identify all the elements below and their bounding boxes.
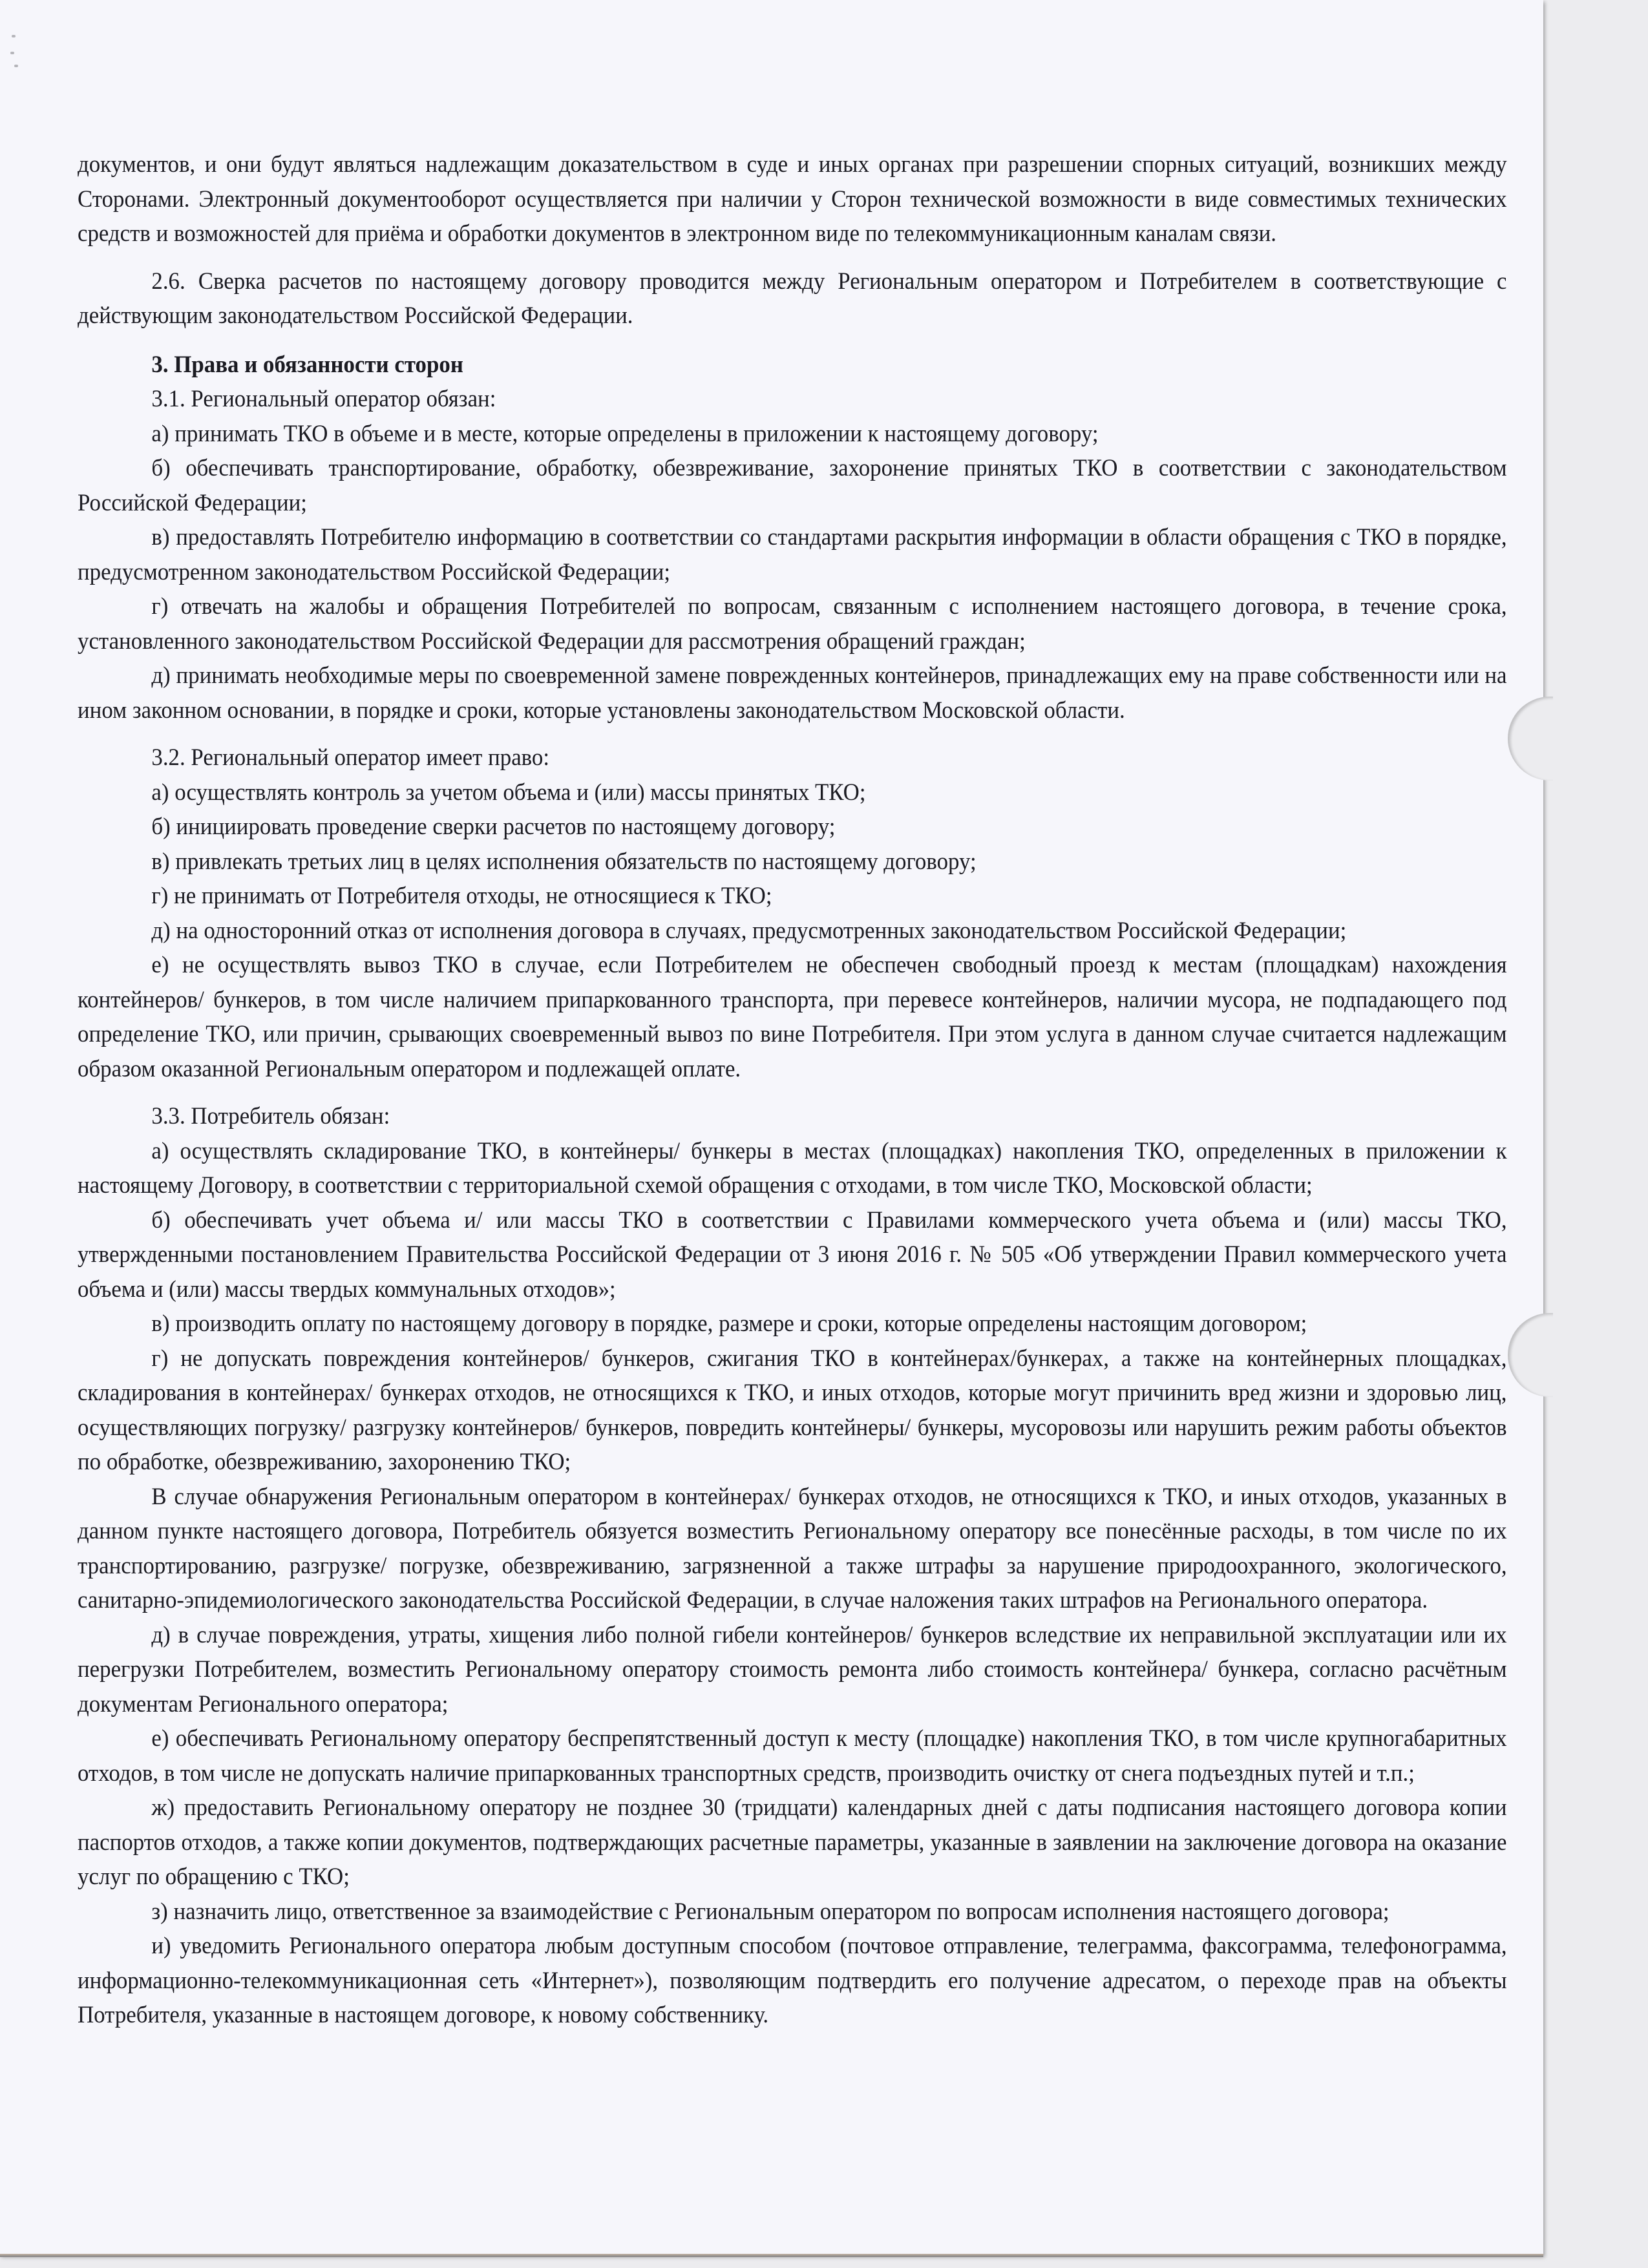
page-bottom-edge	[0, 2254, 1543, 2257]
clause-3-2-item-e: е) не осуществлять вывоз ТКО в случае, если Потребителем не обеспечен свободный проезд к местам (площадкам) нахождения контейнеров/ бункеров, в том числе наличием припаркованного транспорта, при перевесе контейнеров, наличии мусора, не подпадающего под определение ТКО, или причин, срывающих своевременный вывоз по вине Потребителя. При этом услуга в данном случае считается надлежащим образом оказанной Региональным оператором и подлежащей оплате.	[78, 952, 1507, 1082]
section-3-title: 3. Права и обязанности сторон	[151, 351, 463, 378]
clause-3-3-item-d: д) в случае повреждения, утраты, хищения либо полной гибели контейнеров/ бункеров вследствие их неправильной эксплуатации или их перегрузки Потребителем, возместить Региональному оператору стоимость ремонта либо стоимость контейнера/ бункера, согласно расчётным документам Регионального оператора;	[78, 1621, 1507, 1717]
clause-3-3-note: В случае обнаружения Региональным оператором в контейнерах/ бункерах отходов, не относящихся к ТКО, и иных отходов, указанных в данном пункте настоящего договора, Потребитель обязуется возместить Региональному оператору все понесённые расходы, в том числе по их транспортированию, разгрузке/ погрузке, обезвреживанию, загрязненной а также штрафы за нарушение природоохранного, экологического, санитарно-эпидемиологического законодательства Российской Федерации, в случае наложения таких штрафов на Регионального оператора.	[78, 1483, 1507, 1613]
scan-speck	[10, 52, 14, 54]
clause-3-3-item-e: е) обеспечивать Региональному оператору беспрепятственный доступ к месту (площадке) накопления ТКО, в том числе крупногабаритных отходов, в том числе не допускать наличие припаркованных транспортных средств, производить очистку от снега подъездных путей и т.п.;	[78, 1725, 1507, 1787]
clause-3-1-heading: 3.1. Региональный оператор обязан:	[151, 386, 496, 412]
clause-3-3-item-a: а) осуществлять складирование ТКО, в контейнеры/ бункеры в местах (площадках) накопления ТКО, определенных в приложении к настоящему Договору, в соответствии с территориальной схемой обращения с отходами, в том числе ТКО, Московской области;	[78, 1137, 1507, 1199]
clause-3-2-item-g: г) не принимать от Потребителя отходы, не относящиеся к ТКО;	[151, 883, 772, 909]
clause-3-3-item-z: з) назначить лицо, ответственное за взаимодействие с Региональным оператором по вопросам исполнения настоящего договора;	[151, 1898, 1389, 1925]
clause-3-3-item-i: и) уведомить Регионального оператора любым доступным способом (почтовое отправление, телеграмма, факсограмма, телефонограмма, информационно-телекоммуникационная сеть «Интернет»), позволяющим подтвердить его получение адресатом, о переходе прав на объекты Потребителя, указанные в настоящем договоре, к новому собственнику.	[78, 1933, 1507, 2028]
scan-speck	[12, 35, 16, 37]
clause-3-3-item-zh: ж) предоставить Региональному оператору не позднее 30 (тридцати) календарных дней с даты подписания настоящего договора копии паспортов отходов, а также копии документов, подтверждающих расчетные параметры, указанные в заявлении на заключение договора на оказание услуг по обращению с ТКО;	[78, 1794, 1507, 1890]
clause-2-6: 2.6. Сверка расчетов по настоящему договору проводится между Региональным оператором и Потребителем в соответствующие с действующим законодательством Российской Федерации.	[78, 268, 1507, 329]
clause-3-2-item-b: б) инициировать проведение сверки расчетов по настоящему договору;	[151, 814, 836, 840]
clause-3-3-heading: 3.3. Потребитель обязан:	[151, 1103, 390, 1129]
clause-3-1-item-v: в) предоставлять Потребителю информацию в соответствии со стандартами раскрытия информации в области обращения с ТКО в порядке, предусмотренном законодательством Российской Федерации;	[78, 524, 1507, 585]
scan-speck	[14, 65, 18, 67]
clause-3-2-item-a: а) осуществлять контроль за учетом объема и (или) массы принятых ТКО;	[151, 779, 866, 806]
clause-3-2-item-d: д) на односторонний отказ от исполнения договора в случаях, предусмотренных законодательством Российской Федерации;	[151, 917, 1347, 944]
clause-3-3-item-g: г) не допускать повреждения контейнеров/ бункеров, сжигания ТКО в контейнерах/бункерах, а также на контейнерных площадках, складирования в контейнерах/ бункерах отходов, не относящихся к ТКО, и иных отходов, которые могут причинить вред жизни и здоровью лиц, осуществляющих погрузку/ разгрузку контейнеров/ бункеров, повредить контейнеры/ бункеры, мусоровозы или нарушить режим работы объектов по обработке, обезвреживанию, захоронению ТКО;	[78, 1345, 1507, 1475]
clause-3-2-item-v: в) привлекать третьих лиц в целях исполнения обязательств по настоящему договору;	[151, 848, 977, 875]
clause-3-2-heading: 3.2. Региональный оператор имеет право:	[151, 744, 550, 771]
clause-3-1-item-g: г) отвечать на жалобы и обращения Потребителей по вопросам, связанным с исполнением настоящего договора, в течение срока, установленного законодательством Российской Федерации для рассмотрения обращений граждан;	[78, 593, 1507, 655]
clause-3-1-item-b: б) обеспечивать транспортирование, обработку, обезвреживание, захоронение принятых ТКО в соответствии с законодательством Российской Федерации;	[78, 455, 1507, 516]
clause-3-3-item-v: в) производить оплату по настоящему договору в порядке, размере и сроки, которые определены настоящим договором;	[151, 1310, 1307, 1337]
clause-3-3-item-b: б) обеспечивать учет объема и/ или массы ТКО в соответствии с Правилами коммерческого учета объема и (или) массы ТКО, утвержденными постановлением Правительства Российской Федерации от 3 июня 2016 г. № 505 «Об утверждении Правил коммерческого учета объема и (или) массы твердых коммунальных отходов»;	[78, 1206, 1507, 1303]
intro-paragraph: документов, и они будут являться надлежащим доказательством в суде и иных органах при разрешении спорных ситуаций, возникших между Сторонами. Электронный документооборот осуществляется при наличии у Сторон технической возможности в виде совместимых технических средств и возможностей для приёма и обработки документов в электронном виде по телекоммуникационным каналам связи.	[78, 151, 1507, 247]
clause-3-1-item-d: д) принимать необходимые меры по своевременной замене поврежденных контейнеров, принадлежащих ему на праве собственности или на ином законном основании, в порядке и сроки, которые установлены законодательством Московской области.	[78, 662, 1507, 724]
document-body	[78, 147, 1507, 2033]
clause-3-1-item-a: а) принимать ТКО в объеме и в месте, которые определены в приложении к настоящему договору;	[151, 420, 1099, 447]
